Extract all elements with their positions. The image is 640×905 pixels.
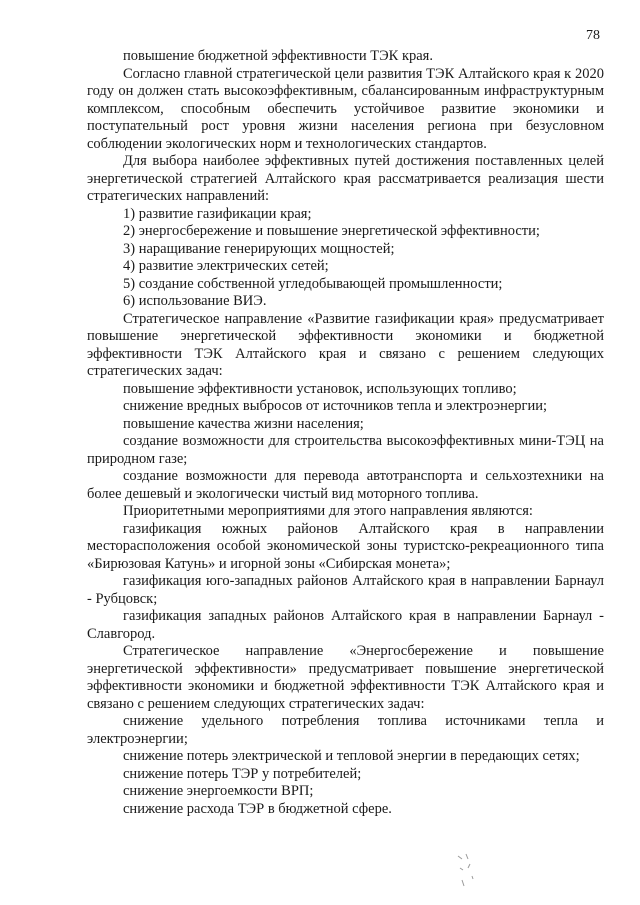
paragraph: Стратегическое направление «Энергосбережение и повышение энергетической эффективности» предусматривает повышение энергетической эффективности экономики и бюджетной эффективности ТЭК Алтайского края и связано с решением следующих стратегических задач: xyxy=(87,643,604,712)
list-item: снижение вредных выбросов от источников тепла и электроэнергии; xyxy=(123,398,548,414)
list-item: 1) развитие газификации края; xyxy=(123,205,312,222)
document-body xyxy=(87,48,604,818)
paragraph: снижение удельного потребления топлива источниками тепла и электроэнергии; xyxy=(87,713,604,747)
paragraph: повышение бюджетной эффективности ТЭК края. xyxy=(123,48,433,64)
paragraph: газификация южных районов Алтайского края в направлении месторасположения особой экономической зоны туристско-рекреационного типа «Бирюзовая Катунь» и игорной зоны «Сибирская монета»; xyxy=(87,520,604,572)
list-item: снижение расхода ТЭР в бюджетной сфере. xyxy=(123,800,392,817)
paragraph: Стратегическое направление «Развитие газификации края» предусматривает повышение энергетической эффективности экономики и бюджетной эффективности ТЭК Алтайского края и связано с решением следующих стратегических задач: xyxy=(87,310,604,379)
list-item: 3) наращивание генерирующих мощностей; xyxy=(123,240,395,257)
paragraph: Приоритетными мероприятиями для этого направления являются: xyxy=(123,503,533,519)
list-item: 6) использование ВИЭ. xyxy=(123,293,267,309)
list-item: 4) развитие электрических сетей; xyxy=(123,258,329,274)
list-item: снижение потерь ТЭР у потребителей; xyxy=(123,765,362,782)
paragraph: газификация западных районов Алтайского края в направлении Барнаул - Славгород. xyxy=(87,608,604,642)
list-item: повышение качества жизни населения; xyxy=(123,415,364,432)
paragraph: создание возможности для перевода автотранспорта и сельхозтехники на более дешевый и экологически чистый вид моторного топлива. xyxy=(87,468,604,502)
paragraph: создание возможности для строительства высокоэффективных мини-ТЭЦ на природном газе; xyxy=(87,433,604,467)
list-item: 5) создание собственной угледобывающей промышленности; xyxy=(123,275,503,292)
paragraph: Для выбора наиболее эффективных путей достижения поставленных целей энергетической стратегией Алтайского края рассматривается реализация шести стратегических направлений: xyxy=(87,153,604,204)
paragraph: Согласно главной стратегической цели развития ТЭК Алтайского края к 2020 году он должен стать высокоэффективным, сбалансированным инфраструктурным комплексом, способным обеспечить устойчивое развитие экономики и поступательный рост уровня жизни населения региона при безусловном соблюдении экологических норм и технологических стандартов. xyxy=(87,65,604,152)
page-number: 78 xyxy=(586,28,600,43)
paragraph: газификация юго-западных районов Алтайского края в направлении Барнаул - Рубцовск; xyxy=(87,573,604,607)
paragraph: снижение потерь электрической и тепловой энергии в передающих сетях; xyxy=(123,748,580,764)
list-item: снижение энергоемкости ВРП; xyxy=(123,783,314,799)
list-item: 2) энергосбережение и повышение энергетической эффективности; xyxy=(123,223,540,239)
scan-artifact-mark xyxy=(452,850,482,890)
list-item: повышение эффективности установок, использующих топливо; xyxy=(123,380,517,397)
